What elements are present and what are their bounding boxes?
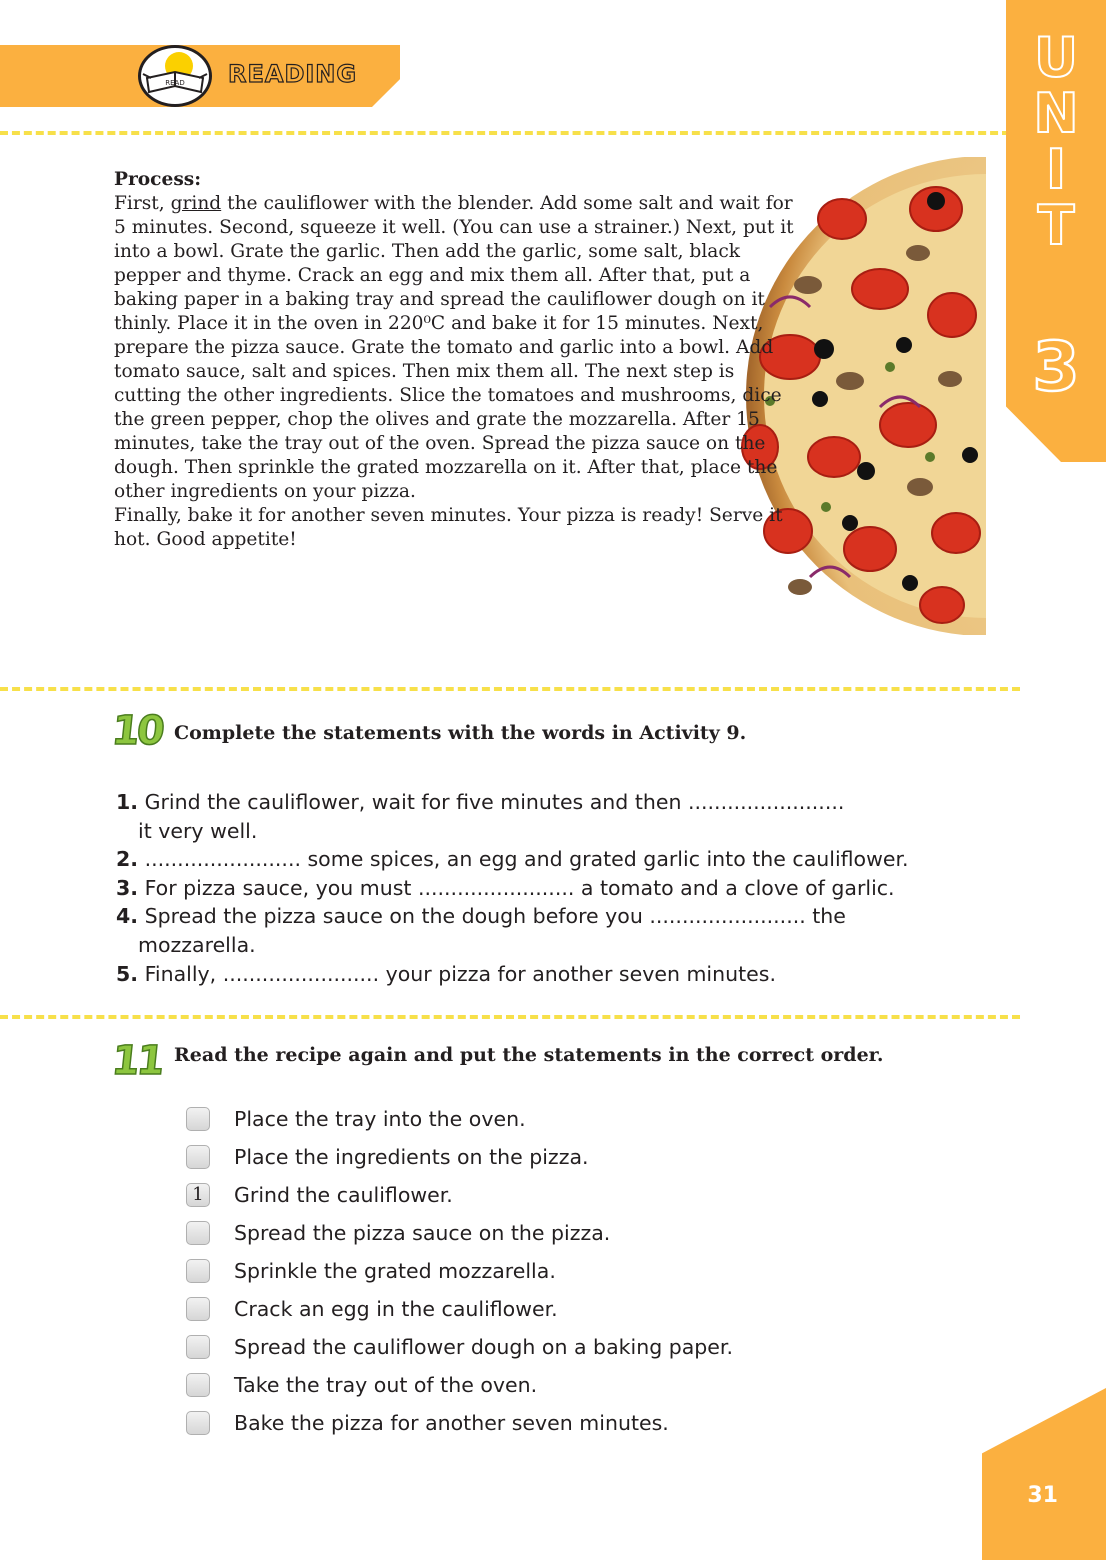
order-box[interactable] (186, 1297, 210, 1321)
order-box[interactable] (186, 1373, 210, 1397)
unit-letter: U (1034, 26, 1078, 89)
order-box[interactable]: 1 (186, 1183, 210, 1207)
order-item (186, 1366, 986, 1404)
process-first-word: First, (114, 193, 171, 214)
order-box[interactable] (186, 1335, 210, 1359)
order-item-text: Place the tray into the oven. (234, 1107, 526, 1131)
page-number-tab (982, 1388, 1106, 1560)
statement-item: 5. Finally, ........................ your pizza for another seven minutes. (116, 961, 776, 986)
process-underlined-word: grind (170, 193, 222, 214)
activity-10-title: Complete the statements with the words in Activity 9. (174, 722, 747, 744)
section-title: READING (228, 60, 358, 88)
order-box[interactable] (186, 1221, 210, 1245)
activity-11-number: 11 (109, 1038, 165, 1084)
unit-letter: N (1033, 82, 1079, 145)
order-item (186, 1290, 986, 1328)
order-box[interactable] (186, 1107, 210, 1131)
order-item (186, 1328, 986, 1366)
order-item (186, 1176, 986, 1214)
process-section (114, 168, 800, 552)
order-box[interactable] (186, 1259, 210, 1283)
logo-text: READ (165, 79, 185, 87)
order-item (186, 1138, 986, 1176)
divider (0, 687, 1020, 691)
unit-label (1012, 26, 1100, 257)
divider (0, 1015, 1020, 1019)
statement-item: 1. Grind the cauliflower, wait for five minutes and then ........................ it very well. (116, 790, 845, 843)
activity-11-title: Read the recipe again and put the statements in the correct order. (174, 1044, 884, 1066)
divider (0, 131, 1010, 135)
process-heading: Process: (114, 169, 202, 190)
order-item (186, 1214, 986, 1252)
activity-11-list (186, 1100, 986, 1442)
order-box[interactable] (186, 1145, 210, 1169)
unit-letter: I (1045, 138, 1067, 201)
activity-10-number: 10 (109, 708, 165, 754)
unit-letter: T (1037, 194, 1075, 257)
unit-number: 3 (1032, 328, 1080, 407)
order-item-text: Crack an egg in the cauliflower. (234, 1297, 558, 1321)
order-item (186, 1252, 986, 1290)
order-item-text: Take the tray out of the oven. (234, 1373, 538, 1397)
order-item-text: Bake the pizza for another seven minutes. (234, 1411, 669, 1435)
order-item (186, 1100, 986, 1138)
order-box[interactable] (186, 1411, 210, 1435)
order-item-text: Spread the pizza sauce on the pizza. (234, 1221, 611, 1245)
statement-item: 2. ........................ some spices, an egg and grated garlic into the cauliflower. (116, 847, 909, 872)
order-item-text: Spread the cauliflower dough on a baking paper. (234, 1335, 733, 1359)
process-body: the cauliflower with the blender. Add some salt and wait for 5 minutes. Second, squeeze it well. (You can use a strainer.) Next, put it into a bowl. Grate the garlic. Then add the garlic, some salt, black pepper and thyme. Crack an egg and mix them all. After that, put a baking paper in a baking tray and spread the cauliflower dough on it thinly. Place it in the oven in 220⁰C and bake it for 15 minutes. Next, prepare the pizza sauce. Grate the tomato and garlic into a bowl. Add tomato sauce, salt and spices. Then mix them all. The next step is cutting the other ingredients. Slice the tomatoes and mushrooms, dice the green pepper, chop the olives and grate the mozzarella. After 15 minutes, take the tray out of the oven. Spread the pizza sauce on the dough. Then sprinkle the grated mozzarella on it. After that, place the other ingredients on your pizza. Finally, bake it for another seven minutes. Your pizza is ready! Serve it hot. Good appetite! (114, 193, 794, 550)
process-text (114, 192, 800, 552)
order-item (186, 1404, 986, 1442)
activity-10-statements (116, 788, 996, 988)
statement-item: 3. For pizza sauce, you must ........................ a tomato and a clove of garlic. (116, 875, 895, 900)
statement-item: 4. Spread the pizza sauce on the dough before you ........................ the mozzarella. (116, 904, 846, 957)
order-item-text: Sprinkle the grated mozzarella. (234, 1259, 556, 1283)
order-item-text: Place the ingredients on the pizza. (234, 1145, 589, 1169)
book-icon (141, 48, 209, 104)
page-number: 31 (1027, 1483, 1058, 1508)
read-logo (138, 45, 212, 107)
order-item-text: Grind the cauliflower. (234, 1183, 453, 1207)
